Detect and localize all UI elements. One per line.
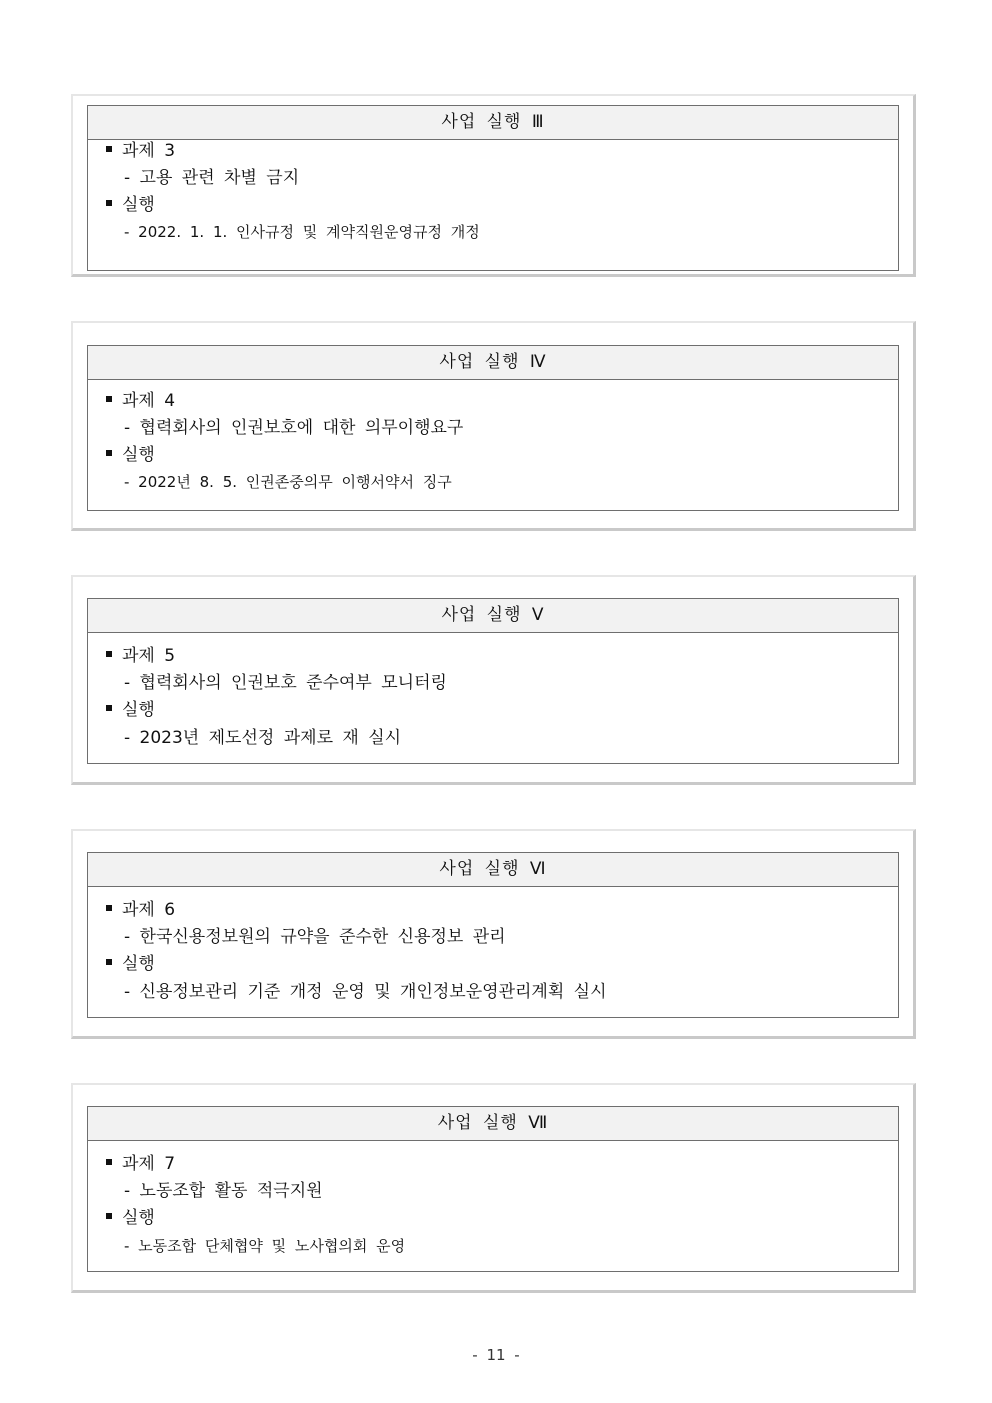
- task-desc-5: - 협력회사의 인권보호 준수여부 모니터링: [124, 673, 447, 693]
- section-box-6: [71, 829, 916, 1039]
- task-desc-3: - 고용 관련 차별 금지: [124, 168, 300, 188]
- section-table-7: [87, 1106, 899, 1272]
- exec-desc-5: - 2023년 제도선정 과제로 재 실시: [124, 728, 402, 748]
- bullet-icon: [106, 200, 112, 206]
- task-label-text: 과제 7: [122, 1154, 176, 1174]
- section-title-6: 사업 실행 Ⅵ: [88, 853, 898, 887]
- exec-label-text: 실행: [122, 445, 155, 465]
- task-desc-4: - 협력회사의 인권보호에 대한 의무이행요구: [124, 418, 464, 438]
- task-label-6: [106, 899, 175, 921]
- section-table-6: [87, 852, 899, 1018]
- section-box-3: [71, 94, 916, 277]
- exec-desc-7: - 노동조합 단체협약 및 노사협의회 운영: [124, 1237, 406, 1255]
- section-table-3: [87, 105, 899, 271]
- exec-label-text: 실행: [122, 700, 155, 720]
- bullet-icon: [106, 1159, 112, 1165]
- section-box-7: [71, 1083, 916, 1293]
- task-desc-6: - 한국신용정보원의 규약을 준수한 신용정보 관리: [124, 927, 506, 947]
- exec-label-3: [106, 194, 155, 216]
- task-label-3: [106, 140, 175, 162]
- bullet-icon: [106, 959, 112, 965]
- task-label-5: [106, 645, 175, 667]
- bullet-icon: [106, 705, 112, 711]
- section-table-5: [87, 598, 899, 764]
- bullet-icon: [106, 905, 112, 911]
- task-label-text: 과제 5: [122, 646, 176, 666]
- bullet-icon: [106, 651, 112, 657]
- exec-label-6: [106, 953, 155, 975]
- task-label-text: 과제 4: [122, 391, 176, 411]
- section-box-4: [71, 321, 916, 531]
- exec-desc-6: - 신용정보관리 기준 개정 운영 및 개인정보운영관리계획 실시: [124, 982, 607, 1002]
- exec-label-text: 실행: [122, 1208, 155, 1228]
- exec-label-4: [106, 444, 155, 466]
- bullet-icon: [106, 146, 112, 152]
- section-title-4: 사업 실행 Ⅳ: [88, 346, 898, 380]
- task-label-text: 과제 3: [122, 141, 176, 161]
- exec-label-text: 실행: [122, 195, 155, 215]
- bullet-icon: [106, 1213, 112, 1219]
- section-title-5: 사업 실행 Ⅴ: [88, 599, 898, 633]
- task-label-4: [106, 390, 175, 412]
- section-title-3: 사업 실행 Ⅲ: [88, 106, 898, 140]
- section-table-4: [87, 345, 899, 511]
- bullet-icon: [106, 450, 112, 456]
- exec-label-7: [106, 1207, 155, 1229]
- task-desc-7: - 노동조합 활동 적극지원: [124, 1181, 323, 1201]
- task-label-text: 과제 6: [122, 900, 176, 920]
- page-number: - 11 -: [472, 1346, 520, 1364]
- exec-label-5: [106, 699, 155, 721]
- exec-desc-3: - 2022. 1. 1. 인사규정 및 계약직원운영규정 개정: [124, 223, 480, 241]
- section-title-7: 사업 실행 Ⅶ: [88, 1107, 898, 1141]
- exec-label-text: 실행: [122, 954, 155, 974]
- task-label-7: [106, 1153, 175, 1175]
- bullet-icon: [106, 396, 112, 402]
- exec-desc-4: - 2022년 8. 5. 인권존중의무 이행서약서 징구: [124, 473, 452, 491]
- section-box-5: [71, 575, 916, 785]
